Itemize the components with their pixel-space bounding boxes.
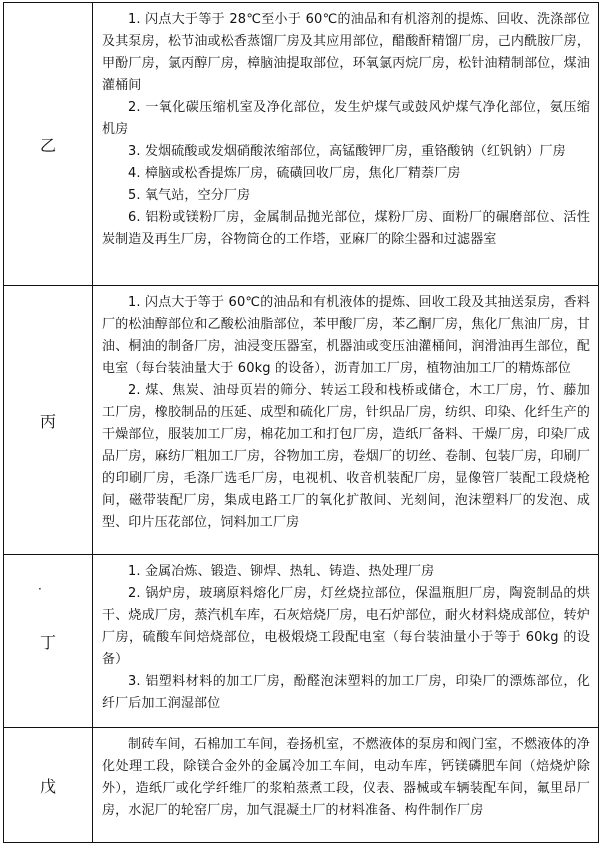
list-item: 2. 煤、焦炭、油母页岩的筛分、转运工段和栈桥或储仓，木工厂房，竹、藤加工厂房，橡胶制品的压延、成型和硫化厂房，针织品厂房，纺织、印染、化纤生产的干燥部位，服装加工厂房，棉花加工和打包厂房，造纸厂备料、干燥厂房，印染厂成品厂房，麻纺厂粗加工厂房，谷物加工房，卷烟厂的切丝、卷制、包装厂房，印刷厂的印刷厂房，毛涤厂选毛厂房，电视机、收音机装配厂房，显像管厂装配工段烧枪间，磁带装配厂房，集成电路工厂的氧化扩散间、光刻间，泡沫塑料厂的发泡、成型、印片压花部位，饲料加工厂房 (102, 383, 590, 530)
list-item: 4. 樟脑或松香提炼厂房，硫磺回收厂房，焦化厂精萘厂房 (128, 166, 461, 181)
list-item: 3. 铝塑料材料的加工厂房，酚醛泡沫塑料的加工厂房，印染厂的漂炼部位，化纤厂后加工润湿部位 (102, 674, 590, 711)
category-label: 戊 (39, 776, 56, 796)
list-item: 2. 锅炉房，玻璃原料熔化厂房，灯丝烧拉部位，保温瓶胆厂房，陶瓷制品的烘干、烧成厂房，蒸汽机车库，石灰焙烧厂房，电石炉部位，耐火材料烧成部位，转炉厂房，硫酸车间焙烧部位，电极煅烧工段配电室（每台装油量小于等于 60kg 的设备） (102, 586, 590, 667)
fire-hazard-classification-table (3, 2, 599, 843)
description-cell (93, 728, 599, 843)
list-item: 1. 闪点大于等于 28℃至小于 60℃的油品和有机溶剂的提炼、回收、洗涤部位及其泵房，松节油或松香蒸馏厂房及其应用部位，醋酸酐精馏厂房，己内酰胺厂房，甲酚厂房，氯丙醇厂房，樟脑油提取部位，环氧氯丙烷厂房，松针油精制部位，煤油灌桶间 (102, 12, 590, 93)
category-cell (4, 286, 93, 555)
description-cell (93, 286, 599, 555)
category-cell (4, 555, 93, 728)
list-item: 5. 氧气站，空分厂房 (128, 188, 251, 203)
category-cell (4, 728, 93, 843)
description-text: 制砖车间，石棉加工车间，卷扬机室，不燃液体的泵房和阀门室，不燃液体的净化处理工段，除镁合金外的金属冷加工车间，电动车库，钙镁磷肥车间（焙烧炉除外），造纸厂或化学纤维厂的浆粕蒸煮工段，仪表、器械或车辆装配车间，氟里昂厂房，水泥厂的轮窑厂房，加气混凝土厂的材料准备、构件制作厂房 (102, 737, 590, 818)
table-row-wu (4, 728, 599, 843)
category-label: 丙 (39, 411, 56, 431)
table-row-bing (4, 286, 599, 555)
description-cell (93, 555, 599, 728)
list-item: 6. 铝粉或镁粉厂房，金属制品抛光部位，煤粉厂房、面粉厂的碾磨部位、活性炭制造及再生厂房，谷物筒仓的工作塔，亚麻厂的除尘器和过滤器室 (102, 210, 590, 247)
category-label: 丁 (39, 632, 56, 652)
list-item: 1. 闪点大于等于 60℃的油品和有机液体的提炼、回收工段及其抽送泵房，香料厂的松油醇部位和乙酸松油脂部位，苯甲酸厂房，苯乙酮厂房，焦化厂焦油厂房，甘油、桐油的制备厂房，油浸变压器室，机器油或变压油灌桶间，润滑油再生部位，配电室（每台装油量大于 60kg 的设备），沥青加工厂房，植物油加工厂的精炼部位 (102, 295, 590, 376)
table-row-yi (4, 3, 599, 286)
category-label: 乙 (39, 135, 56, 155)
list-item: 2. 一氧化碳压缩机室及净化部位，发生炉煤气或鼓风炉煤气净化部位，氨压缩机房 (102, 100, 590, 137)
list-item: 1. 金属冶炼、锻造、铆焊、热轧、铸造、热处理厂房 (128, 564, 435, 579)
table-row-ding (4, 555, 599, 728)
list-item: 3. 发烟硫酸或发烟硝酸浓缩部位，高锰酸钾厂房，重铬酸钠（红钒钠）厂房 (128, 144, 566, 159)
marker-dot: · (38, 582, 42, 596)
description-cell (93, 3, 599, 286)
category-cell (4, 3, 93, 286)
